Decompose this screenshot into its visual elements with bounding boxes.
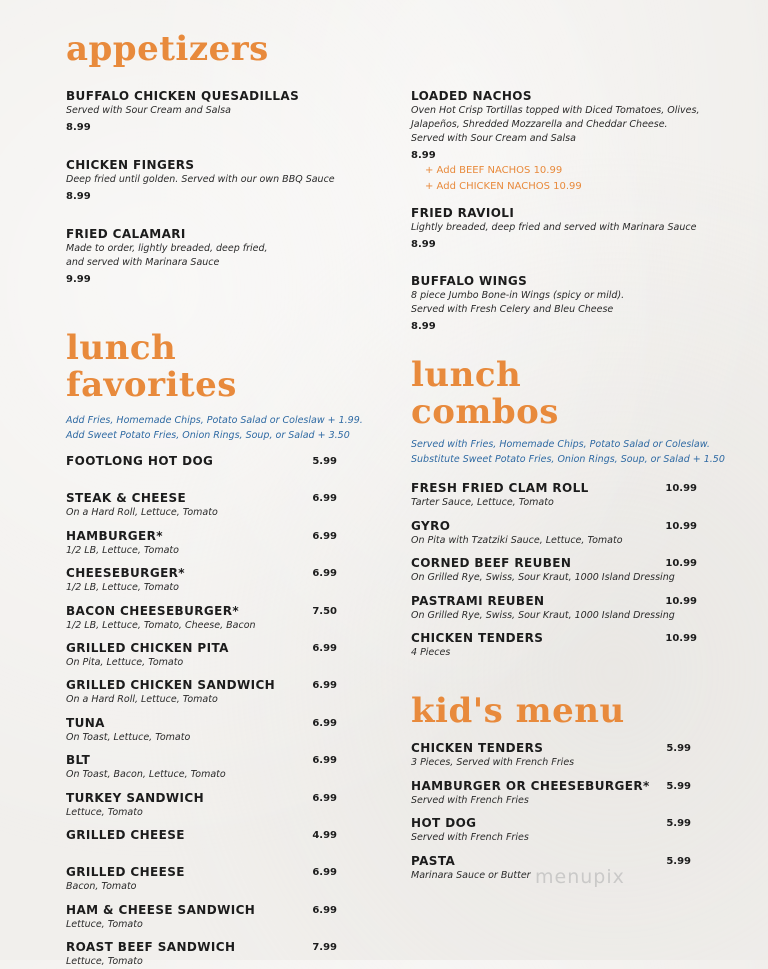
item-price: 10.99 [665,558,697,569]
item-price: 5.99 [666,743,691,754]
menu-item [66,641,337,670]
item-desc: On Toast, Bacon, Lettuce, Tomato [66,769,226,781]
item-desc: Deep fried until golden. Served with our own BBQ Sauce [66,174,335,185]
item-name: CHEESEBURGER* [66,566,185,581]
item-desc: Made to order, lightly breaded, deep fried, [66,243,268,254]
item-name: TUNA [66,715,105,730]
item-name: FRIED RAVIOLI [411,206,515,220]
menu-item [66,940,337,969]
kids-menu-heading: kid's menu [411,691,625,731]
addon-beef-nachos: + Add BEEF NACHOS 10.99 [425,165,563,176]
menu-item [66,89,356,135]
item-name: CORNED BEEF REUBEN [411,556,572,570]
item-desc: and served with Marinara Sauce [66,257,220,268]
lunch-combos-heading-line1: lunch [411,355,522,395]
menu-item [66,566,337,595]
item-price: 6.99 [312,867,337,879]
item-name: CHICKEN TENDERS [411,631,544,645]
menu-item [411,556,697,585]
item-desc: Lettuce, Tomato [66,956,143,968]
item-price: 8.99 [66,191,91,202]
item-name: HOT DOG [411,816,477,830]
menu-item [66,903,337,932]
item-price: 8.99 [411,321,436,332]
item-desc: 1/2 LB, Lettuce, Tomato [66,582,179,594]
menu-item [66,716,337,745]
item-desc: Served with Fresh Celery and Bleu Cheese [411,304,614,315]
item-desc: Served with Sour Cream and Salsa [66,105,231,116]
item-price: 4.99 [312,830,337,841]
item-price: 6.99 [312,530,337,542]
menu-item [411,816,691,845]
item-name: FRIED CALAMARI [66,227,186,241]
appetizers-heading: appetizers [66,29,269,69]
menu-item [411,89,711,195]
item-price: 6.99 [312,792,337,804]
item-desc: 1/2 LB, Lettuce, Tomato [66,544,179,556]
item-desc: 4 Pieces [411,647,451,658]
item-name: FRESH FRIED CLAM ROLL [411,481,589,495]
item-desc: On Toast, Lettuce, Tomato [66,731,191,743]
item-name: GYRO [411,518,451,533]
menu-item [66,227,356,287]
item-price: 8.99 [411,150,436,161]
menu-item [66,791,337,820]
item-price: 5.99 [312,456,337,467]
item-price: 6.99 [312,568,337,580]
menu-item [66,753,337,782]
item-name: BACON CHEESEBURGER* [66,603,240,618]
menu-item [66,491,337,520]
menu-item [66,678,337,707]
item-name: GRILLED CHICKEN PITA [66,641,229,655]
lunch-favorites-heading-line2: favorites [66,365,237,405]
item-name: PASTA [411,853,456,868]
item-price: 5.99 [666,780,691,792]
item-name: FOOTLONG HOT DOG [66,454,214,468]
item-desc: On Pita with Tzatziki Sauce, Lettuce, Tomato [411,534,623,546]
item-price: 10.99 [665,595,697,607]
watermark-logo: menupix [535,866,625,888]
item-price: 8.99 [66,122,91,133]
item-desc: Served with Sour Cream and Salsa [411,133,576,144]
menu-item [411,779,691,808]
item-price: 5.99 [666,855,691,867]
item-name: ROAST BEEF SANDWICH [66,940,236,955]
item-desc: Tarter Sauce, Lettuce, Tomato [411,497,554,508]
item-name: BUFFALO WINGS [411,274,528,288]
item-desc: On Pita, Lettuce, Tomato [66,657,184,668]
lunch-combos-note: Served with Fries, Homemade Chips, Potato Salad or Coleslaw. [411,439,710,450]
item-name: HAM & CHEESE SANDWICH [66,902,256,917]
item-name: GRILLED CHEESE [66,865,185,880]
item-price: 5.99 [666,818,691,829]
menu-item [66,865,337,894]
item-desc: Lightly breaded, deep fried and served with Marinara Sauce [411,222,697,233]
item-price: 6.99 [312,493,337,505]
menu-item [66,604,337,633]
item-name: BLT [66,753,91,768]
lunch-favorites-note: Add Fries, Homemade Chips, Potato Salad or Coleslaw + 1.99. [66,415,363,426]
item-price: 9.99 [66,274,91,285]
item-desc: 3 Pieces, Served with French Fries [411,757,575,768]
item-name: CHICKEN TENDERS [411,741,544,755]
menu-item [411,741,691,770]
item-price: 6.99 [312,717,337,729]
item-name: GRILLED CHICKEN SANDWICH [66,678,276,693]
item-price: 7.50 [312,605,337,617]
item-desc: 8 piece Jumbo Bone-in Wings (spicy or mild). [411,290,625,301]
item-price: 7.99 [312,942,337,954]
item-name: STEAK & CHEESE [66,491,187,506]
item-name: HAMBURGER OR CHEESEBURGER* [411,778,650,793]
item-name: TURKEY SANDWICH [66,790,205,805]
item-desc: On Grilled Rye, Swiss, Sour Kraut, 1000 Island Dressing [411,572,675,583]
item-name: PASTRAMI REUBEN [411,593,545,608]
item-price: 6.99 [312,680,337,692]
item-desc: Jalapeños, Shredded Mozzarella and Cheddar Cheese. [411,119,668,130]
item-price: 10.99 [665,520,697,532]
menu-item [411,481,697,510]
item-desc: 1/2 LB, Lettuce, Tomato, Cheese, Bacon [66,619,256,631]
item-price: 6.99 [312,643,337,654]
item-price: 10.99 [665,633,697,644]
item-name: CHICKEN FINGERS [66,158,195,172]
item-desc: Marinara Sauce or Butter [411,869,531,881]
menu-item [66,529,337,558]
menu-item [66,454,337,469]
menu-item [411,631,697,660]
item-desc: On a Hard Roll, Lettuce, Tomato [66,694,218,706]
item-price: 6.99 [312,755,337,767]
menu-item [411,206,711,252]
item-name: BUFFALO CHICKEN QUESADILLAS [66,89,300,103]
menu-item [411,519,697,548]
addon-chicken-nachos: + Add CHICKEN NACHOS 10.99 [425,181,582,192]
item-desc: Oven Hot Crisp Tortillas topped with Diced Tomatoes, Olives, [411,105,700,116]
menu-item [411,274,711,334]
item-desc: On Grilled Rye, Swiss, Sour Kraut, 1000 Island Dressing [411,609,675,621]
item-name: LOADED NACHOS [411,89,532,103]
item-desc: Lettuce, Tomato [66,806,143,818]
menu-item [411,594,697,623]
lunch-combos-note: Substitute Sweet Potato Fries, Onion Rings, Soup, or Salad + 1.50 [411,454,725,465]
item-desc: Served with French Fries [411,832,529,843]
item-desc: Bacon, Tomato [66,881,137,893]
item-price: 8.99 [411,239,436,250]
menu-item [66,828,337,843]
item-price: 6.99 [312,904,337,916]
item-desc: Served with French Fries [411,794,529,806]
item-desc: Lettuce, Tomato [66,918,143,930]
lunch-combos-heading-line2: combos [411,392,559,432]
item-price: 10.99 [665,483,697,494]
item-desc: On a Hard Roll, Lettuce, Tomato [66,507,218,519]
item-name: GRILLED CHEESE [66,828,185,842]
menu-item [66,158,356,204]
lunch-favorites-heading-line1: lunch [66,328,177,368]
item-name: HAMBURGER* [66,528,163,543]
lunch-favorites-note: Add Sweet Potato Fries, Onion Rings, Soup, or Salad + 3.50 [66,430,350,441]
